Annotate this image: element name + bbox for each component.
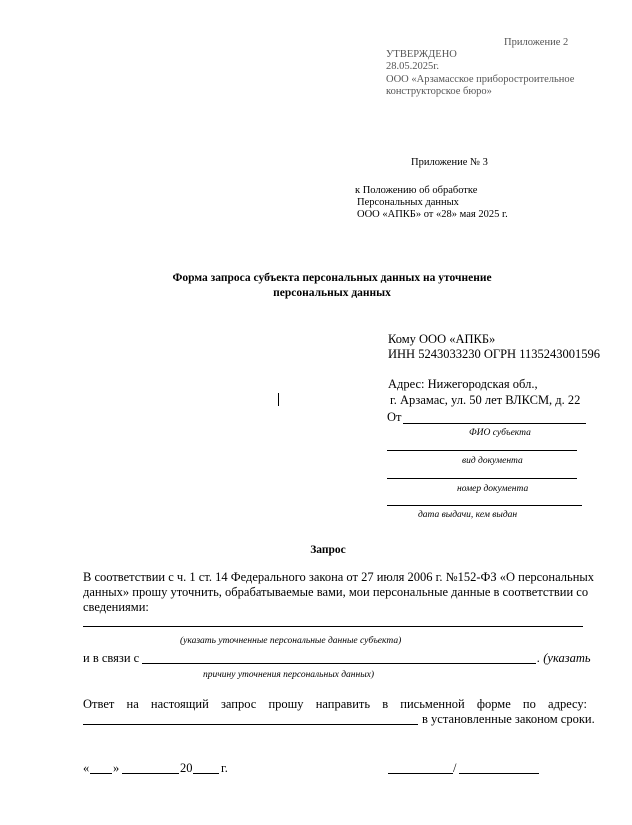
doc-number-input-line[interactable] (387, 478, 577, 479)
reason-hint-start: . (указать (537, 651, 591, 665)
from-label: От (387, 410, 402, 424)
answer-line2-end: в установленные законом сроки. (422, 712, 595, 726)
fio-input-line[interactable] (403, 423, 586, 424)
approval-org-line2: конструкторское бюро» (386, 86, 492, 97)
issue-hint: дата выдачи, кем выдан (418, 510, 518, 520)
form-title-line2: персональных данных (273, 287, 391, 299)
answer-line1: Ответ на настоящий запрос прошу направить в письменной форме по адресу: (83, 697, 587, 711)
doc-type-input-line[interactable] (387, 450, 577, 451)
addressee-to: Кому ООО «АПКБ» (388, 332, 496, 346)
text-cursor-mark (278, 393, 279, 406)
year-input-line[interactable] (193, 773, 219, 774)
signature-slash: / (453, 761, 457, 775)
request-heading: Запрос (310, 544, 346, 556)
day-input-line[interactable] (90, 773, 112, 774)
reason-hint-end: причину уточнения персональных данных) (203, 670, 375, 680)
appendix-3-line2: Персональных данных (357, 197, 459, 208)
answer-address-input-line[interactable] (83, 724, 418, 725)
doc-type-hint: вид документа (462, 456, 523, 466)
request-para-line1: В соответствии с ч. 1 ст. 14 Федерального закона от 27 июля 2006 г. №152-ФЗ «О персональных (83, 570, 595, 584)
fio-hint: ФИО субъекта (469, 428, 531, 438)
appendix-3-line3: ООО «АПКБ» от «28» мая 2025 г. (357, 209, 508, 220)
date-open-quote: « (83, 761, 90, 775)
approval-org-line1: ООО «Арзамасское приборостроительное (386, 74, 575, 85)
month-input-line[interactable] (122, 773, 179, 774)
request-para-line2: данных» прошу уточнить, обрабатываемые вами, мои персональные данные в соответствии со (83, 585, 589, 599)
approval-status: УТВЕРЖДЕНО (386, 49, 457, 60)
appendix-3-title: Приложение № 3 (411, 157, 488, 168)
appendix-2-label: Приложение 2 (504, 37, 569, 48)
date-close-quote: » (113, 761, 120, 775)
form-title-line1: Форма запроса субъекта персональных данных на уточнение (172, 272, 492, 284)
year-suffix: г. (221, 761, 228, 775)
approval-date: 28.05.2025г. (386, 61, 439, 72)
signature-name-input-line[interactable] (459, 773, 539, 774)
addressee-ids: ИНН 5243033230 ОГРН 1135243001596 (388, 347, 600, 361)
clarified-data-input-line[interactable] (83, 626, 583, 627)
year-prefix: 20 (180, 761, 193, 775)
addressee-address-line2: г. Арзамас, ул. 50 лет ВЛКСМ, д. 22 (390, 393, 581, 407)
issue-input-line[interactable] (387, 505, 582, 506)
clarified-data-hint: (указать уточненные персональные данные субъекта) (180, 636, 402, 646)
doc-number-hint: номер документа (457, 484, 529, 494)
reason-input-line[interactable] (142, 663, 536, 664)
request-para-line3: сведениями: (83, 600, 149, 614)
appendix-3-line1: к Положению об обработке (355, 185, 478, 196)
addressee-address-line1: Адрес: Нижегородская обл., (388, 377, 538, 391)
signature-input-line[interactable] (388, 773, 453, 774)
in-connection-label: и в связи с (83, 651, 140, 665)
